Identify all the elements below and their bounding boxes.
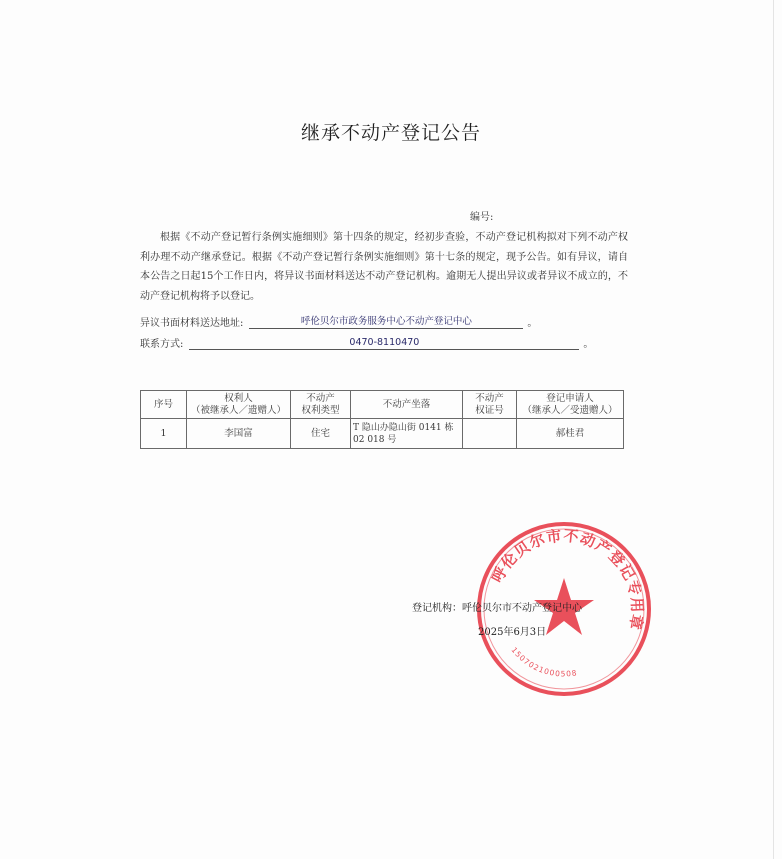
cell-seq: 1: [141, 419, 187, 449]
cell-type: 住宅: [291, 419, 351, 449]
contact-label: 联系方式:: [140, 339, 184, 350]
property-table: [140, 390, 624, 449]
document-title: 继承不动产登记公告: [300, 122, 481, 144]
registration-organization: 登记机构：呼伦贝尔市不动产登记中心: [412, 603, 582, 614]
header-type: 不动产 权利类型: [291, 391, 351, 419]
serial-number-label: 编号:: [470, 212, 494, 223]
header-holder: 权利人 （被继承人／遗赠人）: [187, 391, 291, 419]
objection-address-row: [140, 314, 537, 329]
header-cert: 不动产 权证号: [463, 391, 517, 419]
announcement-body: 根据《不动产登记暂行条例实施细则》第十四条的规定，经初步查验，不动产登记机构拟对下列不动产权利办理不动产继承登记。根据《不动产登记暂行条例实施细则》第十七条的规定，现予公告。如有异议，请自本公告之日起15个工作日内，将异议书面材料送达不动产登记机构。逾期无人提出异议或者异议不成立的，不动产登记机构将予以登记。: [140, 232, 628, 302]
cell-location: T 隐山办隐山街 0141 栋 02 018 号: [351, 419, 463, 449]
table-row: [141, 419, 624, 449]
table-header-row: [141, 391, 624, 419]
seal-code-text: 1507021000508: [509, 645, 579, 679]
header-location: 不动产坐落: [351, 391, 463, 419]
cell-cert: [463, 419, 517, 449]
contact-period: 。: [583, 339, 594, 350]
address-label: 异议书面材料送达地址:: [140, 318, 244, 329]
announcement-date: 2025年6月3日: [478, 627, 547, 638]
cell-holder: 李国富: [187, 419, 291, 449]
address-period: 。: [527, 318, 538, 329]
header-seq: 序号: [141, 391, 187, 419]
cell-applicant: 郝桂君: [517, 419, 624, 449]
address-value: 呼伦贝尔市政务服务中心不动产登记中心: [249, 315, 523, 329]
contact-value: 0470-8110470: [189, 336, 579, 350]
seal-ring-text: 呼伦贝尔市不动产登记专用章: [488, 526, 647, 632]
header-applicant: 登记申请人 （继承人／受遗赠人）: [517, 391, 624, 419]
contact-row: [140, 335, 593, 350]
